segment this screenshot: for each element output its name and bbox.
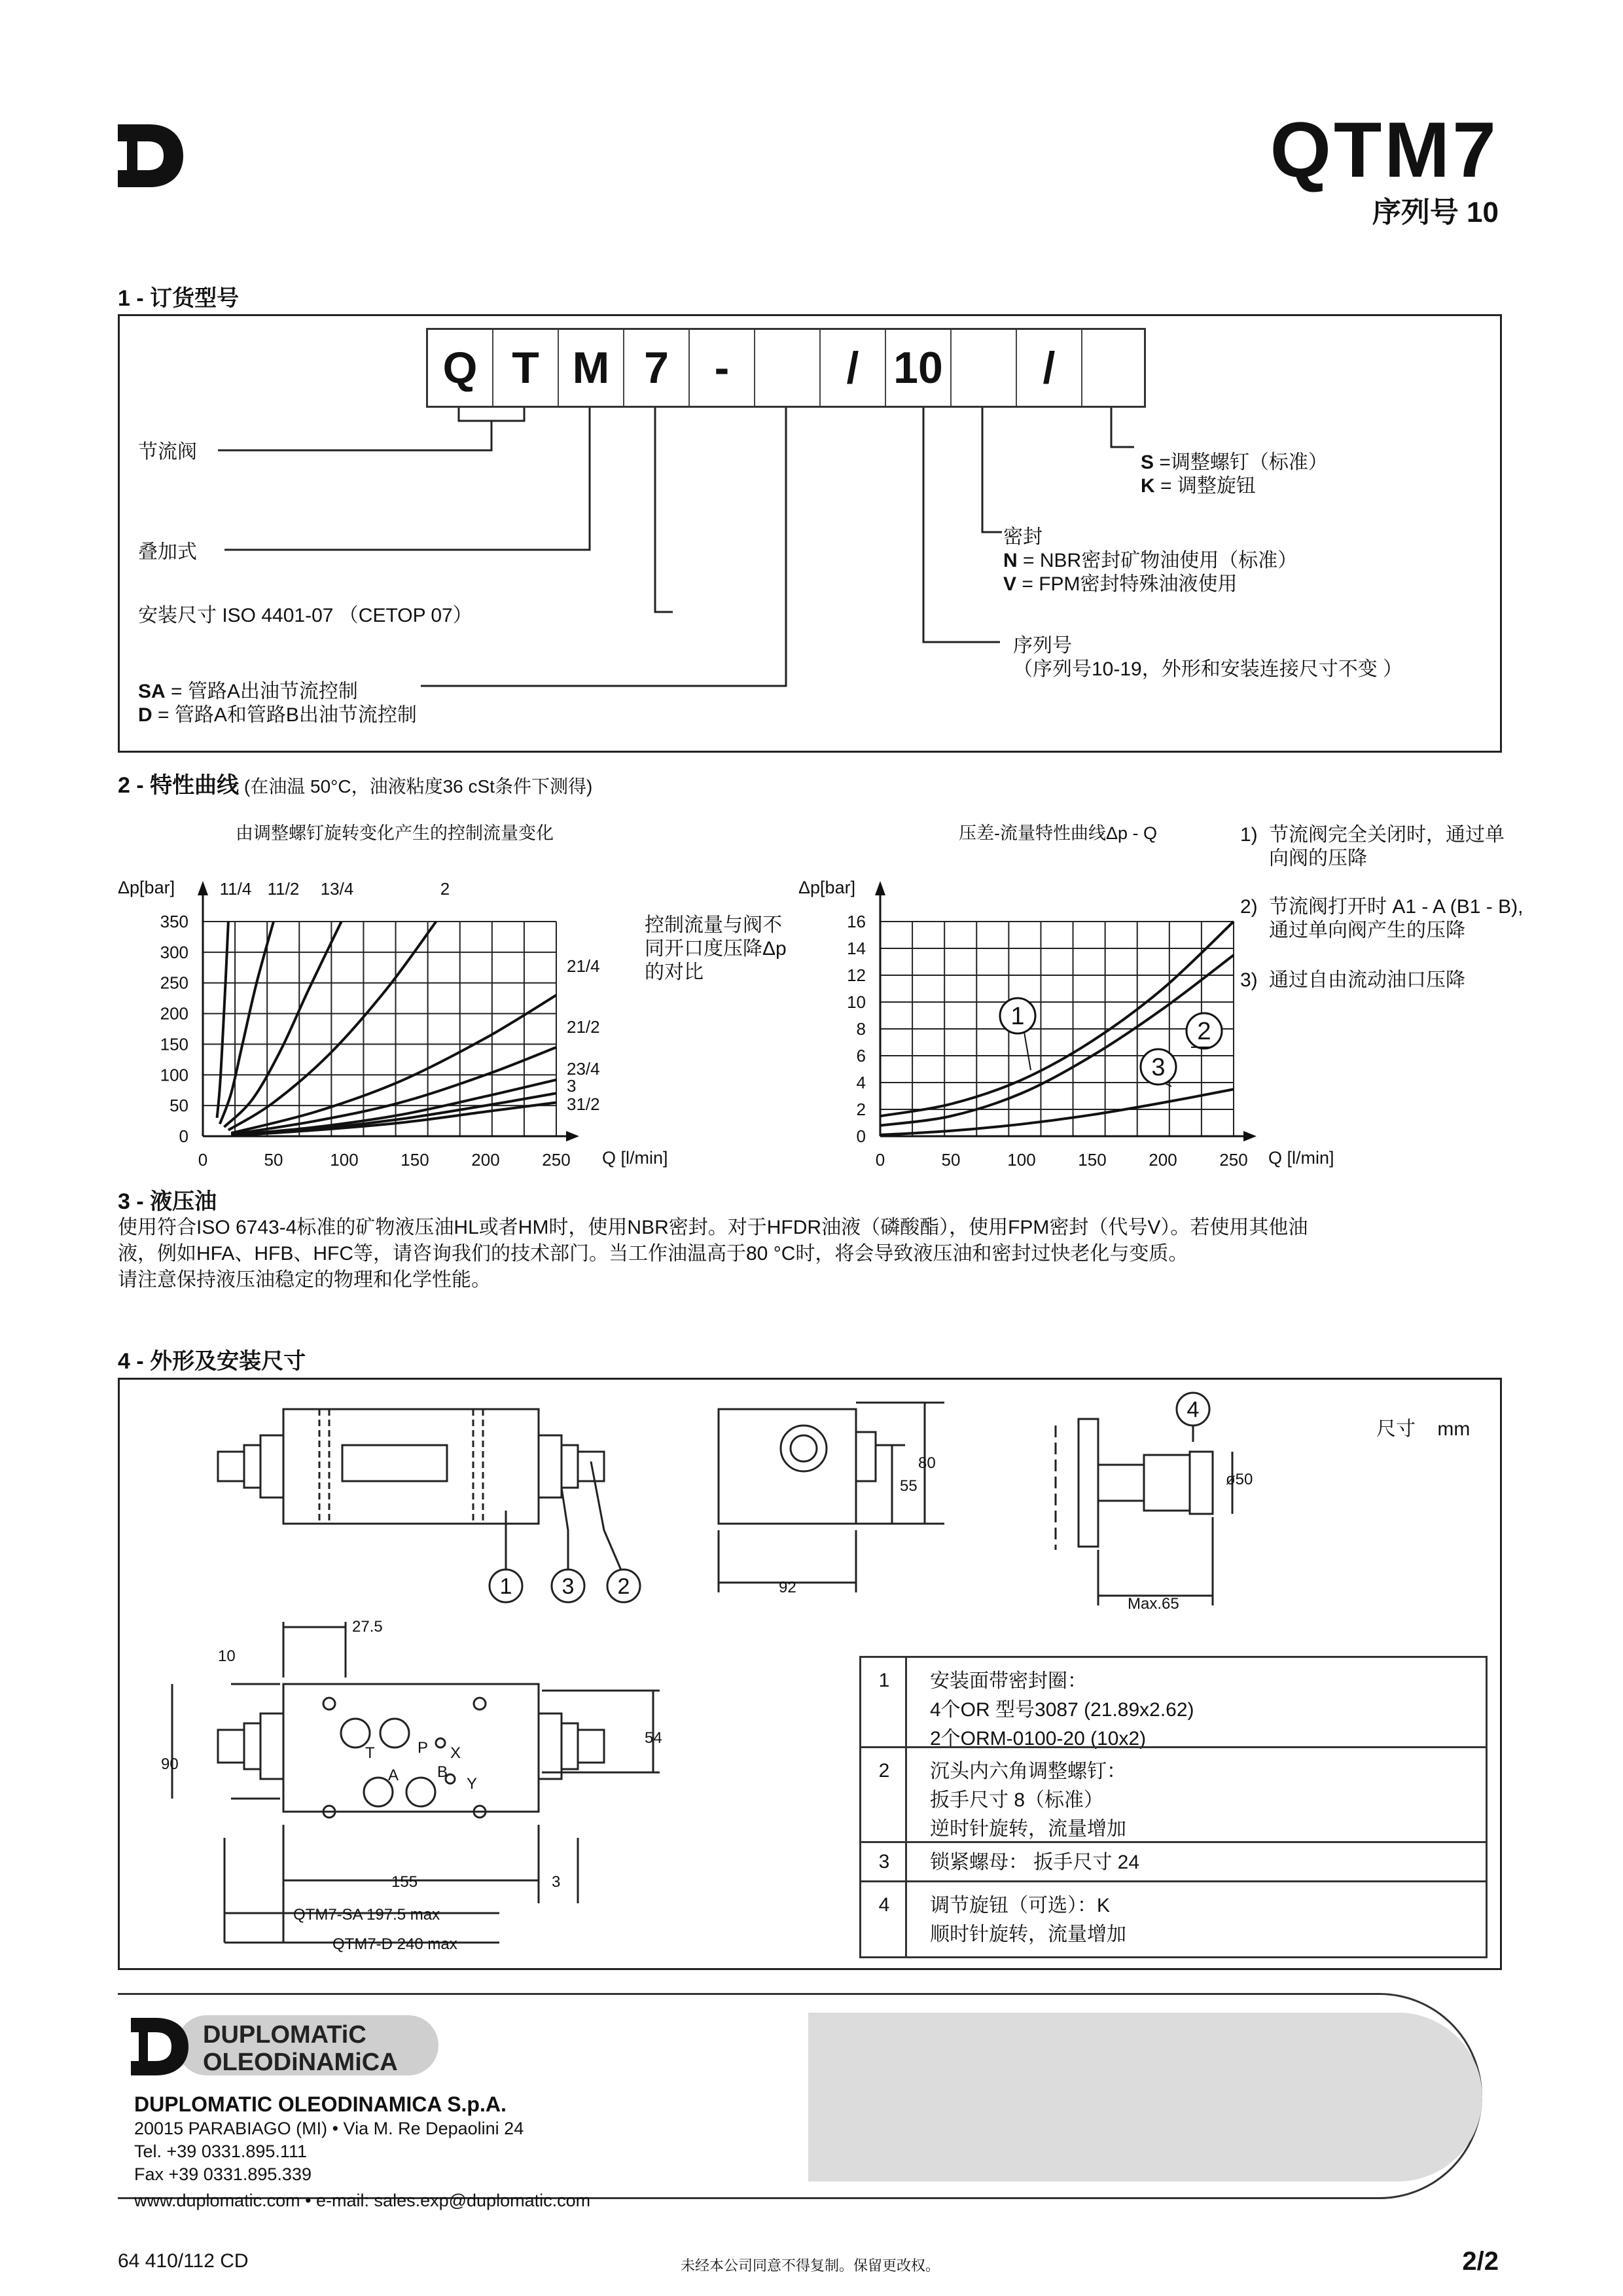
- port-a-label: A: [388, 1767, 399, 1784]
- series-label: 序列号 10: [1372, 196, 1499, 228]
- option-k-text: = 调整旋钮: [1154, 475, 1256, 497]
- chart2-xlabel: Q [l/min]: [1268, 1148, 1334, 1168]
- part-line: 安装面带密封圈：: [930, 1670, 1087, 1692]
- note-line: 向阀的压降: [1269, 848, 1367, 869]
- part-line: 4个OR 型号3087 (21.89x2.62): [930, 1699, 1194, 1721]
- dim-27-5: 27.5: [352, 1618, 383, 1636]
- dim-d-max: QTM7-D 240 max: [332, 1935, 457, 1953]
- section3-title: 3 - 液压油: [118, 1189, 217, 1214]
- series-label: 31/2: [567, 1094, 600, 1114]
- series-label: 3: [1151, 1054, 1166, 1081]
- option-d-text: = 管路A和管路B出油节流控制: [152, 704, 417, 726]
- company-address: 20015 PARABIAGO (MI) • Via M. Re Depaolini 24: [134, 2119, 524, 2138]
- label-mounting-size: 安装尺寸 ISO 4401-07 （CETOP 07）: [138, 605, 473, 626]
- port-p-label: P: [418, 1739, 429, 1757]
- x-tick-label: 50: [264, 1150, 283, 1170]
- dim-10: 10: [218, 1647, 236, 1665]
- y-tick-label: 300: [160, 942, 188, 962]
- y-axis-arrow: [875, 881, 885, 895]
- part-number: 4: [878, 1894, 890, 1916]
- copyright-notice: 未经本公司同意不得复制。保留更改权。: [681, 2257, 940, 2274]
- y-tick-label: 10: [847, 992, 866, 1012]
- part-number: 1: [878, 1670, 890, 1691]
- note-number: 3): [1240, 969, 1258, 991]
- callout-1: 1: [499, 1574, 512, 1599]
- dim-92: 92: [779, 1579, 796, 1596]
- company-name: DUPLOMATIC OLEODINAMICA S.p.A.: [134, 2092, 507, 2116]
- option-d-key: D: [138, 704, 152, 726]
- note-line: 通过单向阀产生的压降: [1269, 920, 1465, 941]
- y-axis-arrow: [198, 881, 208, 895]
- x-tick-label: 250: [1219, 1150, 1248, 1170]
- label-modular: 叠加式: [138, 541, 197, 563]
- x-tick-label: 0: [198, 1150, 208, 1170]
- y-tick-label: 14: [847, 939, 866, 958]
- code-cell: /: [1017, 330, 1082, 406]
- option-s-key: S: [1141, 452, 1154, 473]
- series-line-3: [231, 1093, 556, 1135]
- dim-90: 90: [161, 1755, 179, 1773]
- note-line: 节流阀完全关闭时，通过单: [1269, 824, 1505, 846]
- dim-diameter-50: ø50: [1226, 1471, 1253, 1488]
- x-tick-label: 100: [330, 1150, 359, 1170]
- x-tick-label: 200: [1149, 1150, 1177, 1170]
- dim-155: 155: [391, 1873, 418, 1891]
- x-tick-label: 200: [471, 1150, 500, 1170]
- y-tick-label: 150: [160, 1034, 188, 1054]
- y-tick-label: 250: [160, 973, 188, 993]
- logo-line-1: DUPLOMATiC: [203, 2021, 366, 2049]
- chart2-ylabel: Δp[bar]: [798, 878, 856, 897]
- part-number: 3: [878, 1851, 890, 1873]
- parts-row: [861, 1658, 1486, 1749]
- x-tick-label: 0: [875, 1150, 885, 1170]
- duplomatic-footer-logo: [131, 2013, 445, 2081]
- logo-line-2: OLEODiNAMiCA: [203, 2049, 398, 2076]
- series-label: 3: [567, 1076, 577, 1096]
- option-sa-key: SA: [138, 681, 166, 702]
- duplomatic-logo-icon: [118, 124, 183, 187]
- series-line-11/4: [217, 922, 228, 1118]
- part-line: 锁紧螺母： 扳手尺寸 24: [930, 1852, 1140, 1873]
- serial-note: （序列号10-19，外形和安装连接尺寸不变 ）: [1013, 658, 1403, 680]
- dim-sa-max: QTM7-SA 197.5 max: [293, 1906, 440, 1924]
- series-line-3: [880, 1089, 1234, 1135]
- unit-value: mm: [1437, 1418, 1471, 1440]
- x-tick-label: 50: [941, 1150, 961, 1170]
- series-label: 13/4: [320, 879, 354, 899]
- series-label: 23/4: [567, 1059, 600, 1079]
- company-web: www.duplomatic.com • e-mail: sales.exp@duplomatic.com: [134, 2191, 591, 2210]
- page-number: 2/2: [1462, 2247, 1499, 2276]
- y-tick-label: 200: [160, 1003, 188, 1024]
- port-x-label: X: [450, 1744, 461, 1762]
- code-cell: T: [493, 330, 559, 406]
- section2-subtitle: (在油温 50°C，油液粘度36 cSt条件下测得): [239, 776, 593, 797]
- note-number: 2): [1240, 896, 1258, 918]
- section2-title: 2 - 特性曲线: [118, 773, 240, 798]
- option-v-key: V: [1003, 573, 1017, 595]
- series-leader: [1024, 1032, 1031, 1070]
- port-t-label: T: [365, 1744, 375, 1762]
- part-line: 逆时针旋转，流量增加: [930, 1818, 1126, 1840]
- series-label: 21/2: [567, 1017, 600, 1037]
- serial-title: 序列号: [1013, 635, 1072, 656]
- parts-row: [861, 1880, 1486, 1958]
- x-tick-label: 100: [1007, 1150, 1036, 1170]
- code-cell: -: [690, 330, 755, 406]
- port-y-label: Y: [467, 1775, 478, 1793]
- note-number: 1): [1240, 824, 1258, 846]
- code-cell: 7: [624, 330, 690, 406]
- series-label: 21/4: [567, 956, 600, 976]
- label-throttle-valve: 节流阀: [138, 441, 197, 463]
- y-tick-label: 2: [856, 1100, 866, 1119]
- option-n-text: = NBR密封矿物油使用（标准）: [1017, 550, 1298, 571]
- company-tel: Tel. +39 0331.895.111: [134, 2142, 307, 2161]
- section4-title: 4 - 外形及安装尺寸: [118, 1349, 306, 1374]
- code-cell: M: [559, 330, 624, 406]
- flow-adjustment-chart: [118, 812, 707, 1185]
- series-label: 2: [1197, 1018, 1211, 1045]
- parts-table: [859, 1656, 1488, 1958]
- series-line-1: [880, 922, 1234, 1116]
- callout-2: 2: [617, 1574, 630, 1599]
- x-axis-arrow: [1243, 1131, 1257, 1141]
- document-code: 64 410/112 CD: [118, 2250, 249, 2272]
- option-k-key: K: [1141, 475, 1155, 497]
- model-title: QTM7: [1270, 106, 1499, 194]
- y-tick-label: 100: [160, 1065, 188, 1085]
- part-line: 顺时针旋转，流量增加: [930, 1924, 1126, 1945]
- x-tick-label: 150: [1078, 1150, 1107, 1170]
- callout-3: 3: [562, 1574, 575, 1599]
- option-s-text: =调整螺钉（标准）: [1154, 452, 1328, 473]
- chart1-ylabel: Δp[bar]: [118, 878, 175, 897]
- series-label: 11/4: [219, 879, 252, 899]
- series-label: 11/2: [267, 879, 300, 899]
- fluid-line: 请注意保持液压油稳定的物理和化学性能。: [118, 1269, 491, 1291]
- option-v-text: = FPM密封特殊油液使用: [1016, 573, 1238, 595]
- unit-label: 尺寸: [1376, 1418, 1416, 1440]
- option-sa-text: = 管路A出油节流控制: [165, 681, 358, 702]
- note-line: 通过自由流动油口压降: [1269, 969, 1465, 991]
- parts-row: [861, 1746, 1486, 1841]
- dim-80: 80: [918, 1454, 936, 1472]
- x-tick-label: 250: [542, 1150, 571, 1170]
- y-tick-label: 350: [160, 912, 188, 931]
- port-b-label: B: [437, 1763, 448, 1781]
- side-note-line: 控制流量与阀不: [645, 914, 782, 936]
- section1-title: 1 - 订货型号: [118, 286, 240, 311]
- series-leader: [1165, 1083, 1171, 1086]
- series-label: 1: [1010, 1003, 1025, 1030]
- callout-4: 4: [1186, 1397, 1200, 1422]
- ordering-code-box: [118, 314, 1502, 753]
- company-fax: Fax +39 0331.895.339: [134, 2164, 312, 2184]
- y-tick-label: 50: [169, 1096, 188, 1116]
- fluid-line: 液，例如HFA、HFB、HFC等，请咨询我们的技术部门。当工作油温高于80 °C时，将会导致液压油和密封过快老化与变质。: [118, 1243, 1188, 1265]
- dim-54: 54: [645, 1729, 662, 1747]
- part-number: 2: [878, 1760, 890, 1782]
- fluid-line: 使用符合ISO 6743-4标准的矿物液压油HL或者HM时，使用NBR密封。对于HFDR油液（磷酸酯），使用FPM密封（代号V）。若使用其他油: [118, 1217, 1308, 1238]
- side-note-line: 的对比: [645, 961, 704, 983]
- series-label: 2: [440, 879, 450, 899]
- seal-title: 密封: [1003, 526, 1043, 548]
- part-line: 扳手尺寸 8（标准）: [930, 1789, 1104, 1811]
- pressure-flow-chart: [785, 812, 1348, 1185]
- y-tick-label: 8: [856, 1019, 866, 1039]
- y-tick-label: 0: [856, 1126, 866, 1146]
- y-tick-label: 16: [847, 912, 866, 931]
- y-tick-label: 0: [179, 1126, 188, 1146]
- option-n-key: N: [1003, 550, 1018, 571]
- note-line: 节流阀打开时 A1 - A (B1 - B),: [1269, 896, 1524, 918]
- part-line: 2个ORM-0100-20 (10x2): [930, 1728, 1147, 1749]
- series-line-21/4: [231, 995, 556, 1133]
- dimensions-box: [118, 1378, 1502, 1970]
- part-line: 沉头内六角调整螺钉：: [930, 1761, 1126, 1782]
- code-cell: Q: [428, 330, 493, 406]
- dim-3: 3: [552, 1873, 561, 1891]
- hydraulic-fluid-text: [118, 1215, 1308, 1293]
- dim-55: 55: [900, 1477, 918, 1495]
- chart2-title: 压差-流量特性曲线Δp - Q: [959, 823, 1158, 843]
- footer-grey-panel: [808, 2013, 1482, 2181]
- x-tick-label: 150: [401, 1150, 429, 1170]
- parts-row: [861, 1841, 1486, 1880]
- chart1-side-note: [645, 914, 787, 984]
- dim-max-65: Max.65: [1128, 1595, 1179, 1613]
- side-note-line: 同开口度压降Δp: [645, 938, 787, 960]
- y-tick-label: 6: [856, 1046, 866, 1066]
- y-tick-label: 4: [856, 1073, 866, 1092]
- chart1-xlabel: Q [l/min]: [602, 1148, 668, 1168]
- chart1-title: 由调整螺钉旋转变化产生的控制流量变化: [236, 823, 554, 843]
- code-cell: /: [821, 330, 886, 406]
- part-line: 调节旋钮（可选）：K: [930, 1895, 1111, 1916]
- code-cell: 10: [886, 330, 952, 406]
- x-axis-arrow: [566, 1131, 579, 1141]
- y-tick-label: 12: [847, 965, 866, 985]
